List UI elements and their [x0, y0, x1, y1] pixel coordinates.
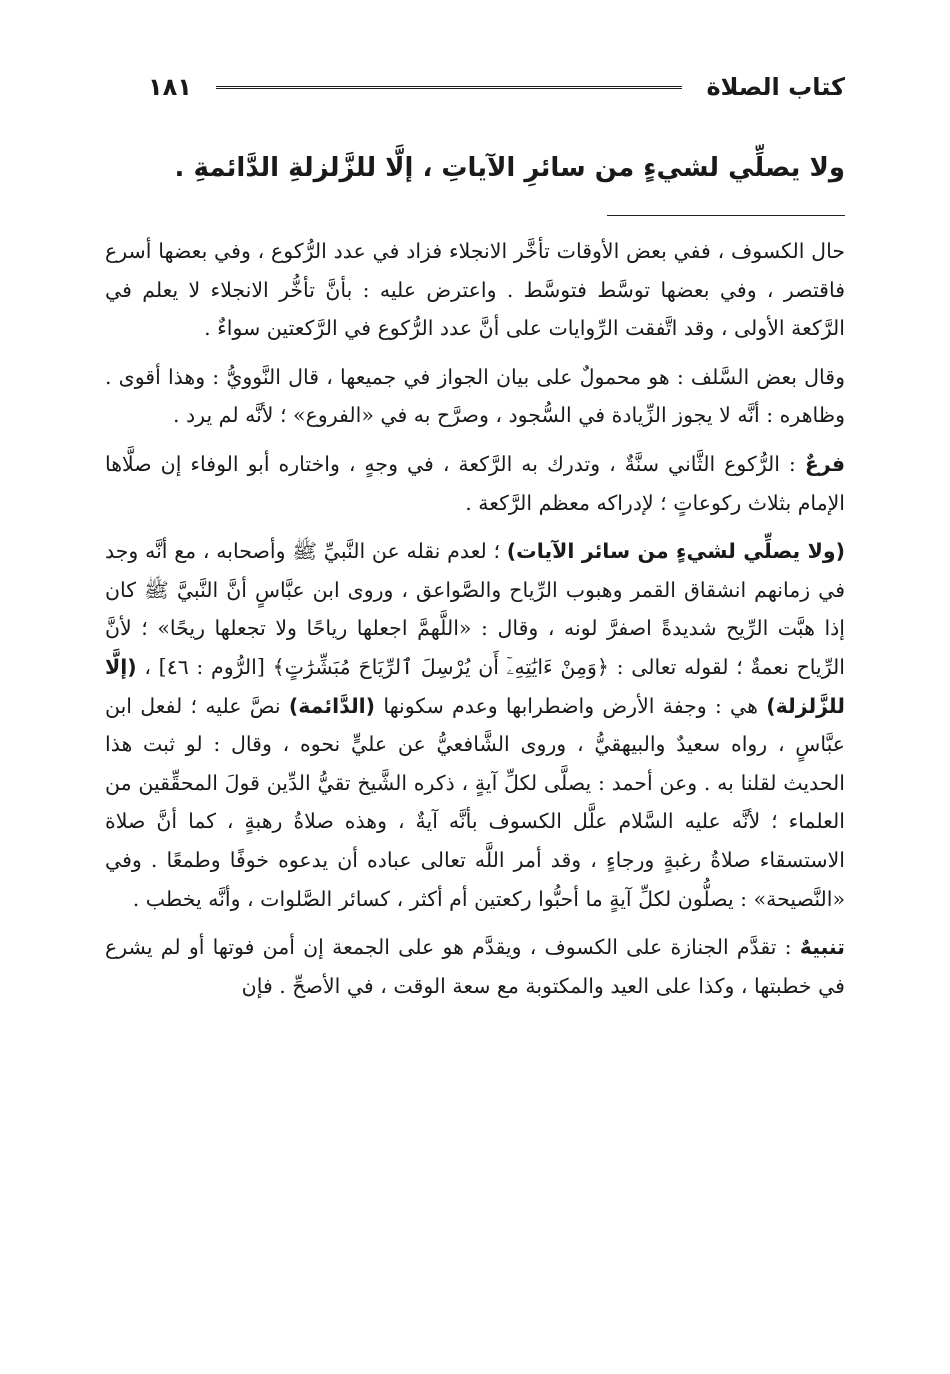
header-rule [216, 86, 683, 89]
matn-separator [607, 215, 845, 216]
paragraph-4-bold-zalzala: (إلَّا للزَّلزلة) [105, 654, 845, 718]
paragraph-4-text-d: نصَّ عليه ؛ لفعل ابن عبَّاسٍ ، رواه سعيدٌ والبيهقيُّ ، وروى الشَّافعيُّ عن عليٍّ نحوه ، وقال : لو ثبت هذا الحديث لقلنا به . وعن أحمد : يصلَّى لكلِّ آيةٍ ، ذكره الشَّيخ تقيُّ الدِّين قولَ المحقِّقين من العلماء ؛ لأنَّه عليه السَّلام علَّل الكسوف بأنَّه آيةٌ ، وهذه صلاةُ رهبةٍ ، كما أنَّ صلاة الاستسقاء صلاةُ رغبةٍ ورجاءٍ ، وقد أمر اللَّه تعالى عباده أن يدعوه خوفًا وطمعًا . وفي «النَّصيحة» : يصلُّون لكلِّ آيةٍ ما أحبُّوا ركعتين أم أكثر ، كسائر الصَّلوات ، وأنَّه يخطب . [105, 693, 845, 911]
paragraph-2 [105, 358, 845, 435]
running-header [148, 62, 845, 112]
paragraph-2-text: وقال بعض السَّلف : هو محمولٌ على بيان الجواز في جميعها ، قال النَّوويُّ : وهذا أقوى . وظاهره : أنَّه لا يجوز الزِّيادة في السُّجود ، وصرَّح به في «الفروع» ؛ لأنَّه لم يرد . [105, 364, 845, 428]
paragraph-4-text-a: ؛ لعدم نقله عن النَّبيِّ ﷺ وأصحابه ، مع أنَّه وجد في زمانهم انشقاق القمر وهبوب الرِّياح والصَّواعق ، وروى ابن عبَّاسٍ أنَّ النَّبيَّ ﷺ كان إذا هبَّت الرِّيح شديدةً اصفرَّ لونه ، وقال : «اللَّهمَّ اجعلها رياحًا ولا تجعلها ريحًا» ؛ لأنَّ الرِّياح نعمةٌ ؛ لقوله تعالى : [105, 539, 845, 679]
paragraph-5-text: : تقدَّم الجنازة على الكسوف ، ويقدَّم هو على الجمعة إن أمن فوتها أو لم يشرع في خطبتها ، وكذا على العيد والمكتوبة مع سعة الوقت ، في الأصحِّ . فإن [105, 935, 845, 998]
paragraph-3 [105, 445, 845, 522]
paragraph-4 [105, 532, 845, 918]
paragraph-4-text-b: [الرُّوم : ٤٦] ، [136, 654, 273, 679]
page-number: ١٨١ [148, 73, 192, 101]
commentary-body [105, 232, 845, 1015]
paragraph-4-text-c: هي : وجفة الأرض واضطرابها وعدم سكونها [375, 693, 767, 718]
paragraph-4-lead: (ولا يصلِّي لشيءٍ من سائر الآيات) [506, 539, 845, 564]
quran-verse: ﴿وَمِنْ ءَايَٰتِهِۦٓ أَن يُرْسِلَ ٱلرِّيَاحَ مُبَشِّرَٰتٍ﴾ [272, 654, 609, 679]
paragraph-4-bold-daima: (الدَّائمة) [288, 693, 376, 718]
book-title: كتاب الصلاة [706, 73, 845, 101]
paragraph-1-text: حال الكسوف ، ففي بعض الأوقات تأخَّر الانجلاء فزاد في عدد الرُّكوع ، وفي بعضها أسرع فاقتصر ، وفي بعضها توسَّط فتوسَّط . واعترض عليه : بأنَّ تأخُّر الانجلاء لا يعلم في الرَّكعة الأولى ، وقد اتَّفقت الرِّوايات على أنَّ عدد الرُّكوع في الرَّكعتين سواءٌ . [105, 239, 845, 341]
paragraph-5 [105, 928, 845, 1005]
paragraph-3-lead: فرعٌ [804, 451, 845, 476]
matn-heading: ولا يصلِّي لشيءٍ من سائرِ الآياتِ ، إلَّا للزَّلزلةِ الدَّائمةِ . [174, 153, 845, 183]
paragraph-5-lead: تنبيهٌ [799, 935, 845, 960]
paragraph-1 [105, 232, 845, 348]
paragraph-3-text: : الرُّكوع الثَّاني سنَّةٌ ، وتدرك به الرَّكعة ، في وجهٍ ، واختاره أبو الوفاء إن صلَّاها الإمام بثلاث ركوعاتٍ ؛ لإدراكه معظم الرَّكعة . [105, 451, 845, 515]
